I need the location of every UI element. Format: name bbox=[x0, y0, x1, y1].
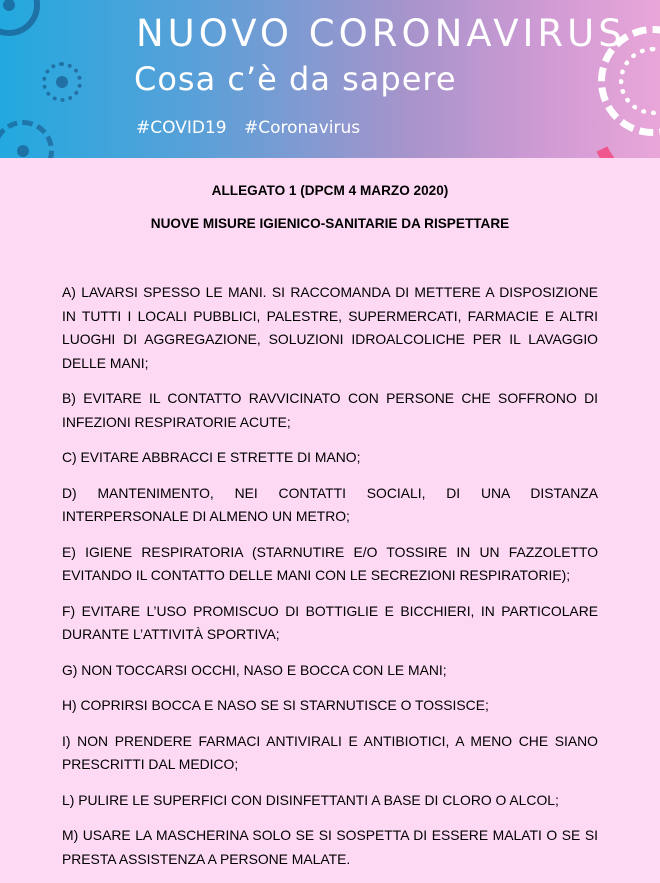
banner-title: NUOVO CORONAVIRUS bbox=[136, 12, 626, 55]
measure-item: C) EVITARE ABBRACCI E STRETTE DI MANO; bbox=[62, 449, 361, 465]
document bbox=[62, 158, 598, 883]
measure-item: E) IGIENE RESPIRATORIA (STARNUTIRE E/O TOSSIRE IN UN FAZZOLETTO EVITANDO IL CONTATTO DELLE MANI CON LE SECREZIONI RESPIRATORIE); bbox=[62, 543, 598, 583]
measures-list bbox=[62, 281, 598, 871]
measure-item: H) COPRIRSI BOCCA E NASO SE SI STARNUTISCE O TOSSISCE; bbox=[62, 697, 489, 713]
virus-icon bbox=[0, 0, 40, 36]
virus-icon bbox=[42, 62, 82, 102]
banner bbox=[0, 0, 660, 158]
measure-item: I) NON PRENDERE FARMACI ANTIVIRALI E ANTIBIOTICI, A MENO CHE SIANO PRESCRITTI DAL MEDICO; bbox=[62, 732, 598, 772]
virus-icon bbox=[0, 120, 54, 158]
measure-item: D) MANTENIMENTO, NEI CONTATTI SOCIALI, DI UNA DISTANZA INTERPERSONALE DI ALMENO UN METRO; bbox=[62, 484, 598, 524]
measure-item: L) PULIRE LE SUPERFICI CON DISINFETTANTI A BASE DI CLORO O ALCOL; bbox=[62, 791, 559, 808]
hashtag-covid19: #COVID19 bbox=[136, 118, 227, 138]
measure-item: F) EVITARE L’USO PROMISCUO DI BOTTIGLIE E BICCHIERI, IN PARTICOLARE DURANTE L’ATTIVITÀ SPORTIVA; bbox=[62, 602, 598, 642]
measure-item: G) NON TOCCARSI OCCHI, NASO E BOCCA CON LE MANI; bbox=[62, 661, 447, 678]
measure-item: B) EVITARE IL CONTATTO RAVVICINATO CON PERSONE CHE SOFFRONO DI INFEZIONI RESPIRATORIE ACUTE; bbox=[62, 390, 598, 430]
banner-subtitle: Cosa c’è da sapere bbox=[134, 60, 457, 98]
measure-item: A) LAVARSI SPESSO LE MANI. SI RACCOMANDA DI METTERE A DISPOSIZIONE IN TUTTI I LOCALI PUBBLICI, PALESTRE, SUPERMERCATI, FARMACIE E ALTRI LUOGHI DI AGGREGAZIONE, SOLUZIONI IDROALCOLICHE PER IL LAVAGGIO DELLE MANI; bbox=[62, 284, 598, 371]
hashtag-coronavirus: #Coronavirus bbox=[243, 118, 361, 138]
document-heading: ALLEGATO 1 (DPCM 4 MARZO 2020) bbox=[211, 183, 449, 198]
measure-item: M) USARE LA MASCHERINA SOLO SE SI SOSPETTA DI ESSERE MALATI O SE SI PRESTA ASSISTENZA A PERSONE MALATE. bbox=[62, 827, 598, 867]
document-subheading: NUOVE MISURE IGIENICO-SANITARIE DA RISPETTARE bbox=[150, 216, 510, 231]
hashtags bbox=[136, 118, 360, 138]
